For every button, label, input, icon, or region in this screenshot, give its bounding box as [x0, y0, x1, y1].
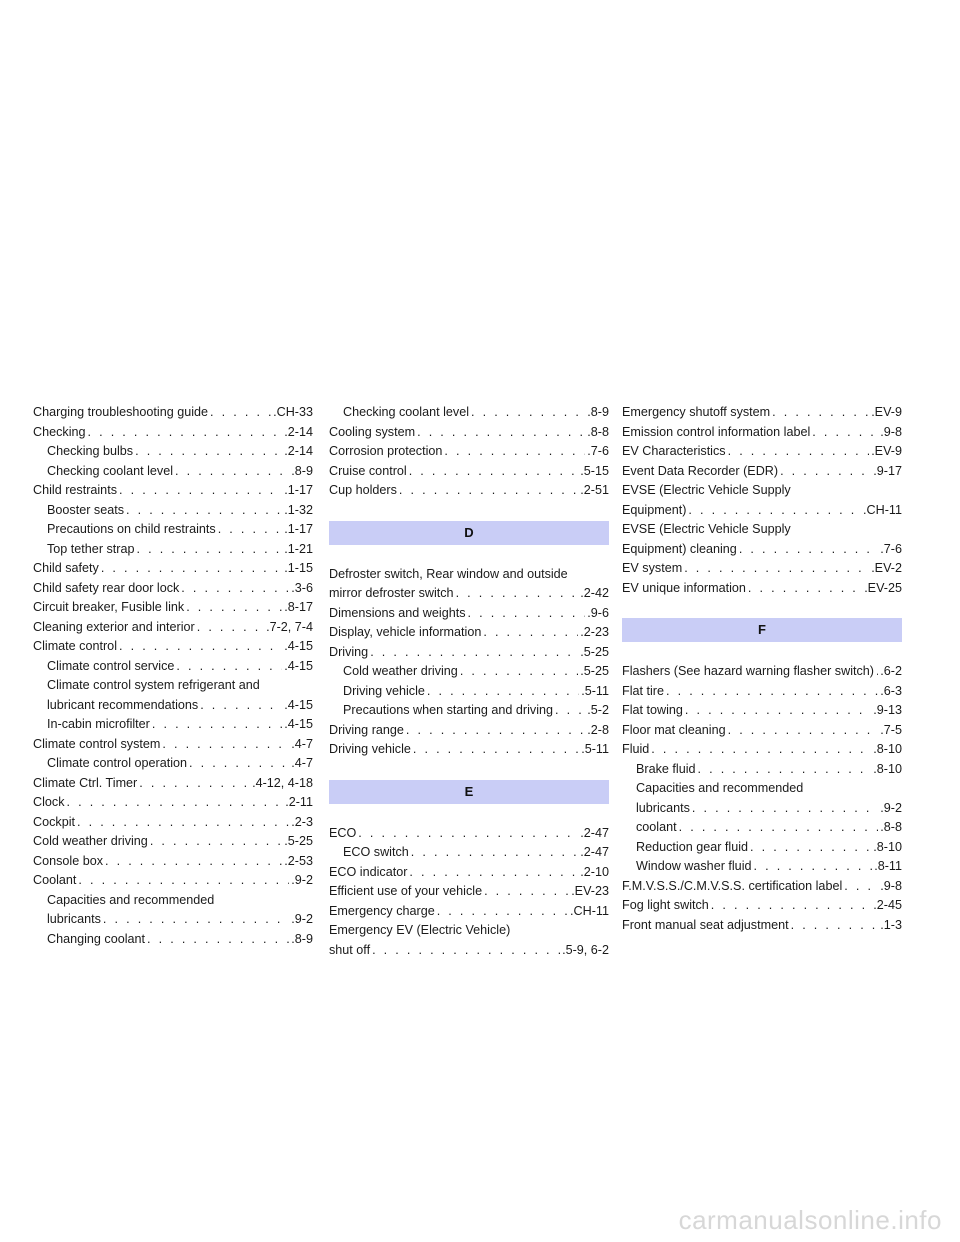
dot-leader [103, 910, 289, 930]
dot-leader [409, 462, 579, 482]
index-entry [33, 735, 313, 755]
page-reference: .EV-23 [571, 884, 609, 898]
page-reference: .4-15 [284, 639, 313, 653]
dot-leader [197, 618, 264, 638]
page-reference: .9-2 [291, 873, 313, 887]
dot-leader [460, 662, 578, 682]
index-subentry [33, 520, 313, 540]
entry-term: Equipment) cleaning [622, 541, 737, 556]
page-reference: .1-17 [284, 483, 313, 497]
entry-term: ECO [329, 825, 357, 840]
entry-list-c [33, 403, 313, 949]
page-reference: .2-42 [580, 586, 609, 600]
entry-term: Cooling system [329, 424, 416, 439]
dot-leader [456, 584, 579, 604]
dot-leader [119, 637, 282, 657]
index-column-1 [33, 403, 313, 949]
dot-leader [413, 740, 579, 760]
entry-term: Flat towing [622, 703, 683, 717]
dot-leader [698, 760, 872, 780]
entry-term: Window washer fluid [636, 859, 752, 873]
index-subentry [33, 657, 313, 677]
index-entry [33, 559, 313, 579]
entry-term: Climate control [33, 639, 117, 653]
entry-list-e [329, 824, 609, 961]
index-entry-continuation: EVSE (Electric Vehicle Supply [622, 522, 791, 536]
section-letter-e: E [329, 780, 609, 804]
dot-leader [105, 852, 282, 872]
index-entry [622, 579, 902, 599]
entry-term: EV Characteristics [622, 444, 726, 458]
page-reference: .8-9 [291, 463, 313, 478]
index-subentry [329, 662, 609, 682]
dot-leader [417, 423, 585, 443]
dot-leader [468, 604, 586, 624]
index-subentry [329, 843, 609, 863]
dot-leader [176, 657, 282, 677]
entry-term: Precautions on child restraints [47, 522, 216, 536]
page-reference: .4-12, 4-18 [252, 775, 313, 790]
page-reference: .5-25 [284, 834, 313, 848]
dot-leader [876, 662, 878, 682]
page-reference: .4-7 [291, 756, 313, 770]
dot-leader [175, 462, 289, 482]
index-entry-continuation: Capacities and recommended [636, 781, 804, 795]
page-reference: .1-15 [284, 561, 313, 575]
dot-leader [685, 701, 871, 721]
dot-leader [372, 941, 560, 961]
dot-leader [77, 813, 289, 833]
page-reference: .9-2 [880, 800, 902, 815]
entry-term: Child safety rear door lock [33, 580, 180, 595]
dot-leader [358, 824, 578, 844]
entry-term: Front manual seat adjustment [622, 917, 789, 932]
index-entry [329, 643, 609, 663]
index-subentry [33, 930, 313, 950]
index-entry [329, 604, 609, 624]
dot-leader [88, 423, 283, 443]
page-reference: .8-10 [873, 761, 902, 776]
index-entry [33, 793, 313, 813]
index-subentry [329, 682, 609, 702]
page-reference: .2-45 [873, 898, 902, 912]
dot-leader [411, 843, 579, 863]
page-reference: .8-9 [587, 405, 609, 419]
index-entry [622, 442, 902, 462]
dot-leader [126, 501, 282, 521]
dot-leader [186, 598, 282, 618]
entry-term: Emergency charge [329, 903, 435, 918]
dot-leader [200, 696, 282, 716]
entry-term: EV unique information [622, 580, 746, 595]
dot-leader [437, 902, 568, 922]
page-reference: .EV-2 [871, 561, 902, 575]
index-subentry [622, 760, 902, 780]
page-reference: .4-15 [284, 717, 313, 731]
dot-leader [754, 857, 873, 877]
page-reference: .7-6 [587, 444, 609, 458]
entry-term: Checking coolant level [47, 463, 174, 478]
entry-term: Floor mat cleaning [622, 722, 726, 737]
page-reference: .7-6 [880, 541, 902, 556]
dot-leader [137, 540, 283, 560]
entry-term: Booster seats [47, 502, 125, 517]
index-entry-continuation: Climate control system refrigerant and [47, 678, 260, 692]
entry-term: Circuit breaker, Fusible link [33, 600, 185, 614]
entry-term: Console box [33, 853, 104, 868]
dot-leader [406, 721, 585, 741]
page-reference: .EV-9 [871, 405, 902, 419]
entry-term: coolant [636, 820, 677, 834]
index-entry [33, 423, 313, 443]
entry-term: Equipment) [622, 502, 687, 517]
page-reference: .1-17 [284, 522, 313, 536]
index-entry [329, 902, 609, 922]
dot-leader [484, 882, 569, 902]
index-entry [33, 481, 313, 501]
entry-term: F.M.V.S.S./C.M.V.S.S. certification label [622, 878, 843, 893]
page-reference: .2-47 [580, 845, 609, 859]
page-reference: .8-17 [284, 600, 313, 614]
dot-leader [483, 623, 578, 643]
index-entry [329, 462, 609, 482]
index-entry [329, 481, 609, 501]
dot-leader [181, 579, 289, 599]
index-entry [329, 941, 609, 961]
entry-term: Charging troubleshooting guide [33, 405, 209, 419]
dot-leader [427, 682, 579, 702]
entry-term: EV system [622, 561, 683, 575]
entry-term: lubricant recommendations [47, 697, 199, 712]
page-reference: .5-25 [580, 664, 609, 678]
entry-term: Checking coolant level [343, 405, 470, 419]
page-reference: .CH-33 [273, 405, 313, 419]
entry-term: Top tether strap [47, 541, 135, 556]
page-reference: .9-8 [880, 878, 902, 893]
index-entry [329, 824, 609, 844]
dot-leader [750, 838, 871, 858]
dot-leader [688, 501, 861, 521]
dot-leader [78, 871, 289, 891]
page-reference: .2-14 [284, 444, 313, 458]
entry-term: Dimensions and weights [329, 605, 466, 620]
entry-term: Cruise control [329, 463, 407, 478]
page-reference: .4-15 [284, 658, 313, 673]
entry-term: Corrosion protection [329, 444, 443, 458]
dot-leader [739, 540, 878, 560]
dot-leader [772, 403, 869, 423]
page-reference: .9-8 [880, 424, 902, 439]
entry-term: Cold weather driving [33, 834, 148, 848]
page-reference: .2-47 [580, 825, 609, 840]
page-reference: .8-8 [587, 424, 609, 439]
index-subentry [622, 857, 902, 877]
index-entry [33, 598, 313, 618]
entry-list-f [622, 662, 902, 935]
index-entry [33, 618, 313, 638]
entry-term: Reduction gear fluid [636, 839, 749, 854]
page-reference: .5-9, 6-2 [562, 942, 609, 957]
index-entry [33, 637, 313, 657]
index-entry [329, 740, 609, 760]
page-reference: .7-2, 7-4 [266, 619, 313, 634]
index-entry [622, 403, 902, 423]
entry-term: Checking bulbs [47, 444, 134, 458]
page-reference: .9-6 [587, 605, 609, 620]
page-reference: .5-11 [581, 742, 609, 756]
index-entry [33, 832, 313, 852]
page-reference: .1-32 [284, 502, 313, 517]
index-subentry [622, 838, 902, 858]
page-reference: .8-10 [873, 742, 902, 756]
dot-leader [780, 462, 871, 482]
dot-leader [651, 740, 871, 760]
page-reference: .1-21 [284, 541, 313, 556]
index-entry [622, 501, 902, 521]
index-entry [329, 584, 609, 604]
entry-term: Fluid [622, 742, 650, 756]
dot-leader [370, 643, 578, 663]
dot-leader [150, 832, 282, 852]
section-letter-f: F [622, 618, 902, 642]
section-letter-d: D [329, 521, 609, 545]
page-reference: .8-9 [291, 931, 313, 946]
entry-term: Precautions when starting and driving [343, 703, 554, 717]
page-reference: .EV-9 [871, 444, 902, 458]
page-reference: .2-51 [580, 483, 609, 497]
index-entry [622, 721, 902, 741]
entry-term: Display, vehicle information [329, 625, 482, 639]
page-reference: .5-2 [587, 703, 609, 717]
entry-term: Driving vehicle [343, 683, 425, 698]
index-entry [622, 540, 902, 560]
index-entry [622, 559, 902, 579]
entry-term: Efficient use of your vehicle [329, 884, 483, 898]
dot-leader [162, 735, 289, 755]
index-entry [622, 662, 902, 682]
dot-leader [791, 916, 879, 936]
dot-leader [812, 423, 878, 443]
page-reference: .2-8 [587, 722, 609, 737]
entry-term: Child restraints [33, 483, 117, 497]
index-column-2 [329, 403, 609, 960]
index-entry-continuation: EVSE (Electric Vehicle Supply [622, 483, 791, 497]
index-entry-continuation: Defroster switch, Rear window and outside [329, 566, 568, 581]
entry-term: ECO indicator [329, 864, 408, 879]
page-reference: .2-10 [580, 864, 609, 879]
index-entry [329, 721, 609, 741]
page-reference: .9-2 [291, 912, 313, 926]
index-entry [622, 916, 902, 936]
index-subentry [33, 910, 313, 930]
page-reference: .3-6 [291, 580, 313, 595]
index-entry [33, 774, 313, 794]
entry-term: Child safety [33, 561, 99, 575]
index-entry [33, 403, 313, 423]
page-reference: .4-7 [291, 736, 313, 751]
dot-leader [728, 721, 879, 741]
page-reference: .5-15 [580, 463, 609, 478]
entry-term: Climate control system [33, 736, 161, 751]
entry-term: mirror defroster switch [329, 586, 454, 600]
index-entry [33, 852, 313, 872]
dot-leader [684, 559, 869, 579]
page-reference: .6-2 [880, 664, 902, 678]
entry-term: Driving [329, 644, 369, 659]
dot-leader [666, 682, 878, 702]
dot-leader [189, 754, 289, 774]
index-subentry [33, 754, 313, 774]
entry-term: Checking [33, 424, 86, 439]
page-reference: .2-3 [291, 814, 313, 829]
page-reference: .8-10 [873, 839, 902, 854]
index-entry [622, 701, 902, 721]
entry-term: Emission control information label [622, 424, 811, 439]
dot-leader [692, 799, 878, 819]
index-subentry [622, 799, 902, 819]
dot-leader [119, 481, 282, 501]
index-subentry [33, 715, 313, 735]
index-subentry [33, 696, 313, 716]
entry-term: Cup holders [329, 483, 397, 497]
index-entry [329, 623, 609, 643]
dot-leader [444, 442, 585, 462]
page-reference: .2-23 [580, 625, 609, 639]
entry-term: lubricants [47, 912, 101, 926]
dot-leader [471, 403, 585, 423]
page-reference: .6-3 [880, 683, 902, 698]
entry-term: Flashers (See hazard warning flasher switch) [622, 664, 874, 678]
dot-leader [67, 793, 284, 813]
page-reference: .2-14 [284, 424, 313, 439]
entry-term: Cold weather driving [343, 664, 458, 678]
page-reference: .2-53 [284, 853, 313, 868]
entry-term: Coolant [33, 873, 77, 887]
index-subentry [33, 540, 313, 560]
entry-term: Cleaning exterior and interior [33, 619, 195, 634]
entry-term: Brake fluid [636, 761, 696, 776]
entry-term: In-cabin microfilter [47, 717, 150, 731]
index-entry [33, 813, 313, 833]
index-entry [329, 882, 609, 902]
index-subentry [329, 403, 609, 423]
dot-leader [152, 715, 282, 735]
page-reference: .CH-11 [570, 903, 609, 918]
index-entry [622, 740, 902, 760]
index-subentry [329, 701, 609, 721]
page-reference: .5-11 [581, 683, 609, 698]
dot-leader [399, 481, 578, 501]
page-reference: .EV-25 [864, 580, 902, 595]
page-reference: .8-8 [880, 820, 902, 834]
dot-leader [711, 896, 871, 916]
entry-term: Emergency shutoff system [622, 405, 771, 419]
page-reference: .5-25 [580, 644, 609, 659]
index-entry [622, 682, 902, 702]
page-reference: .2-11 [285, 795, 313, 809]
index-column-3 [622, 403, 902, 935]
dot-leader [844, 877, 878, 897]
dot-leader [728, 442, 870, 462]
index-entry-continuation: Capacities and recommended [47, 892, 215, 907]
entry-term: shut off [329, 942, 371, 957]
page-reference: .4-15 [284, 697, 313, 712]
entry-term: Changing coolant [47, 931, 146, 946]
dot-leader [139, 774, 250, 794]
entry-term: Clock [33, 795, 65, 809]
dot-leader [218, 520, 283, 540]
page-reference: .CH-11 [863, 502, 902, 517]
index-entry [622, 462, 902, 482]
entry-list-c-continued [329, 403, 609, 501]
index-entry [622, 896, 902, 916]
entry-term: Fog light switch [622, 898, 709, 912]
index-entry [33, 579, 313, 599]
page-reference: .7-5 [880, 722, 902, 737]
index-entry [329, 863, 609, 883]
page-reference: .9-17 [873, 463, 902, 478]
index-entry [622, 877, 902, 897]
dot-leader [748, 579, 862, 599]
page-reference: .8-11 [874, 859, 902, 873]
dot-leader [210, 403, 271, 423]
dot-leader [135, 442, 282, 462]
page-reference: .1-3 [880, 917, 902, 932]
index-entry [622, 423, 902, 443]
dot-leader [147, 930, 289, 950]
index-subentry [33, 442, 313, 462]
dot-leader [101, 559, 282, 579]
index-subentry [622, 818, 902, 838]
entry-term: Flat tire [622, 683, 664, 698]
dot-leader [679, 818, 879, 838]
index-entry-continuation: Emergency EV (Electric Vehicle) [329, 923, 511, 937]
page-reference: .9-13 [873, 703, 902, 717]
index-entry [33, 871, 313, 891]
dot-leader [409, 863, 578, 883]
entry-term: Event Data Recorder (EDR) [622, 463, 779, 478]
index-subentry [33, 501, 313, 521]
entry-term: Cockpit [33, 814, 75, 829]
entry-term: Climate control service [47, 658, 175, 673]
index-subentry [33, 462, 313, 482]
index-entry [329, 442, 609, 462]
entry-list-e-continued [622, 403, 902, 598]
entry-term: Driving vehicle [329, 742, 411, 756]
entry-term: Climate Ctrl. Timer [33, 775, 138, 790]
entry-term: Driving range [329, 722, 404, 737]
index-entry [329, 423, 609, 443]
watermark-text: carmanualsonline.info [678, 1205, 942, 1235]
dot-leader [555, 701, 585, 721]
entry-term: lubricants [636, 800, 690, 815]
entry-list-d [329, 565, 609, 760]
entry-term: ECO switch [343, 845, 409, 859]
entry-term: Climate control operation [47, 756, 188, 770]
